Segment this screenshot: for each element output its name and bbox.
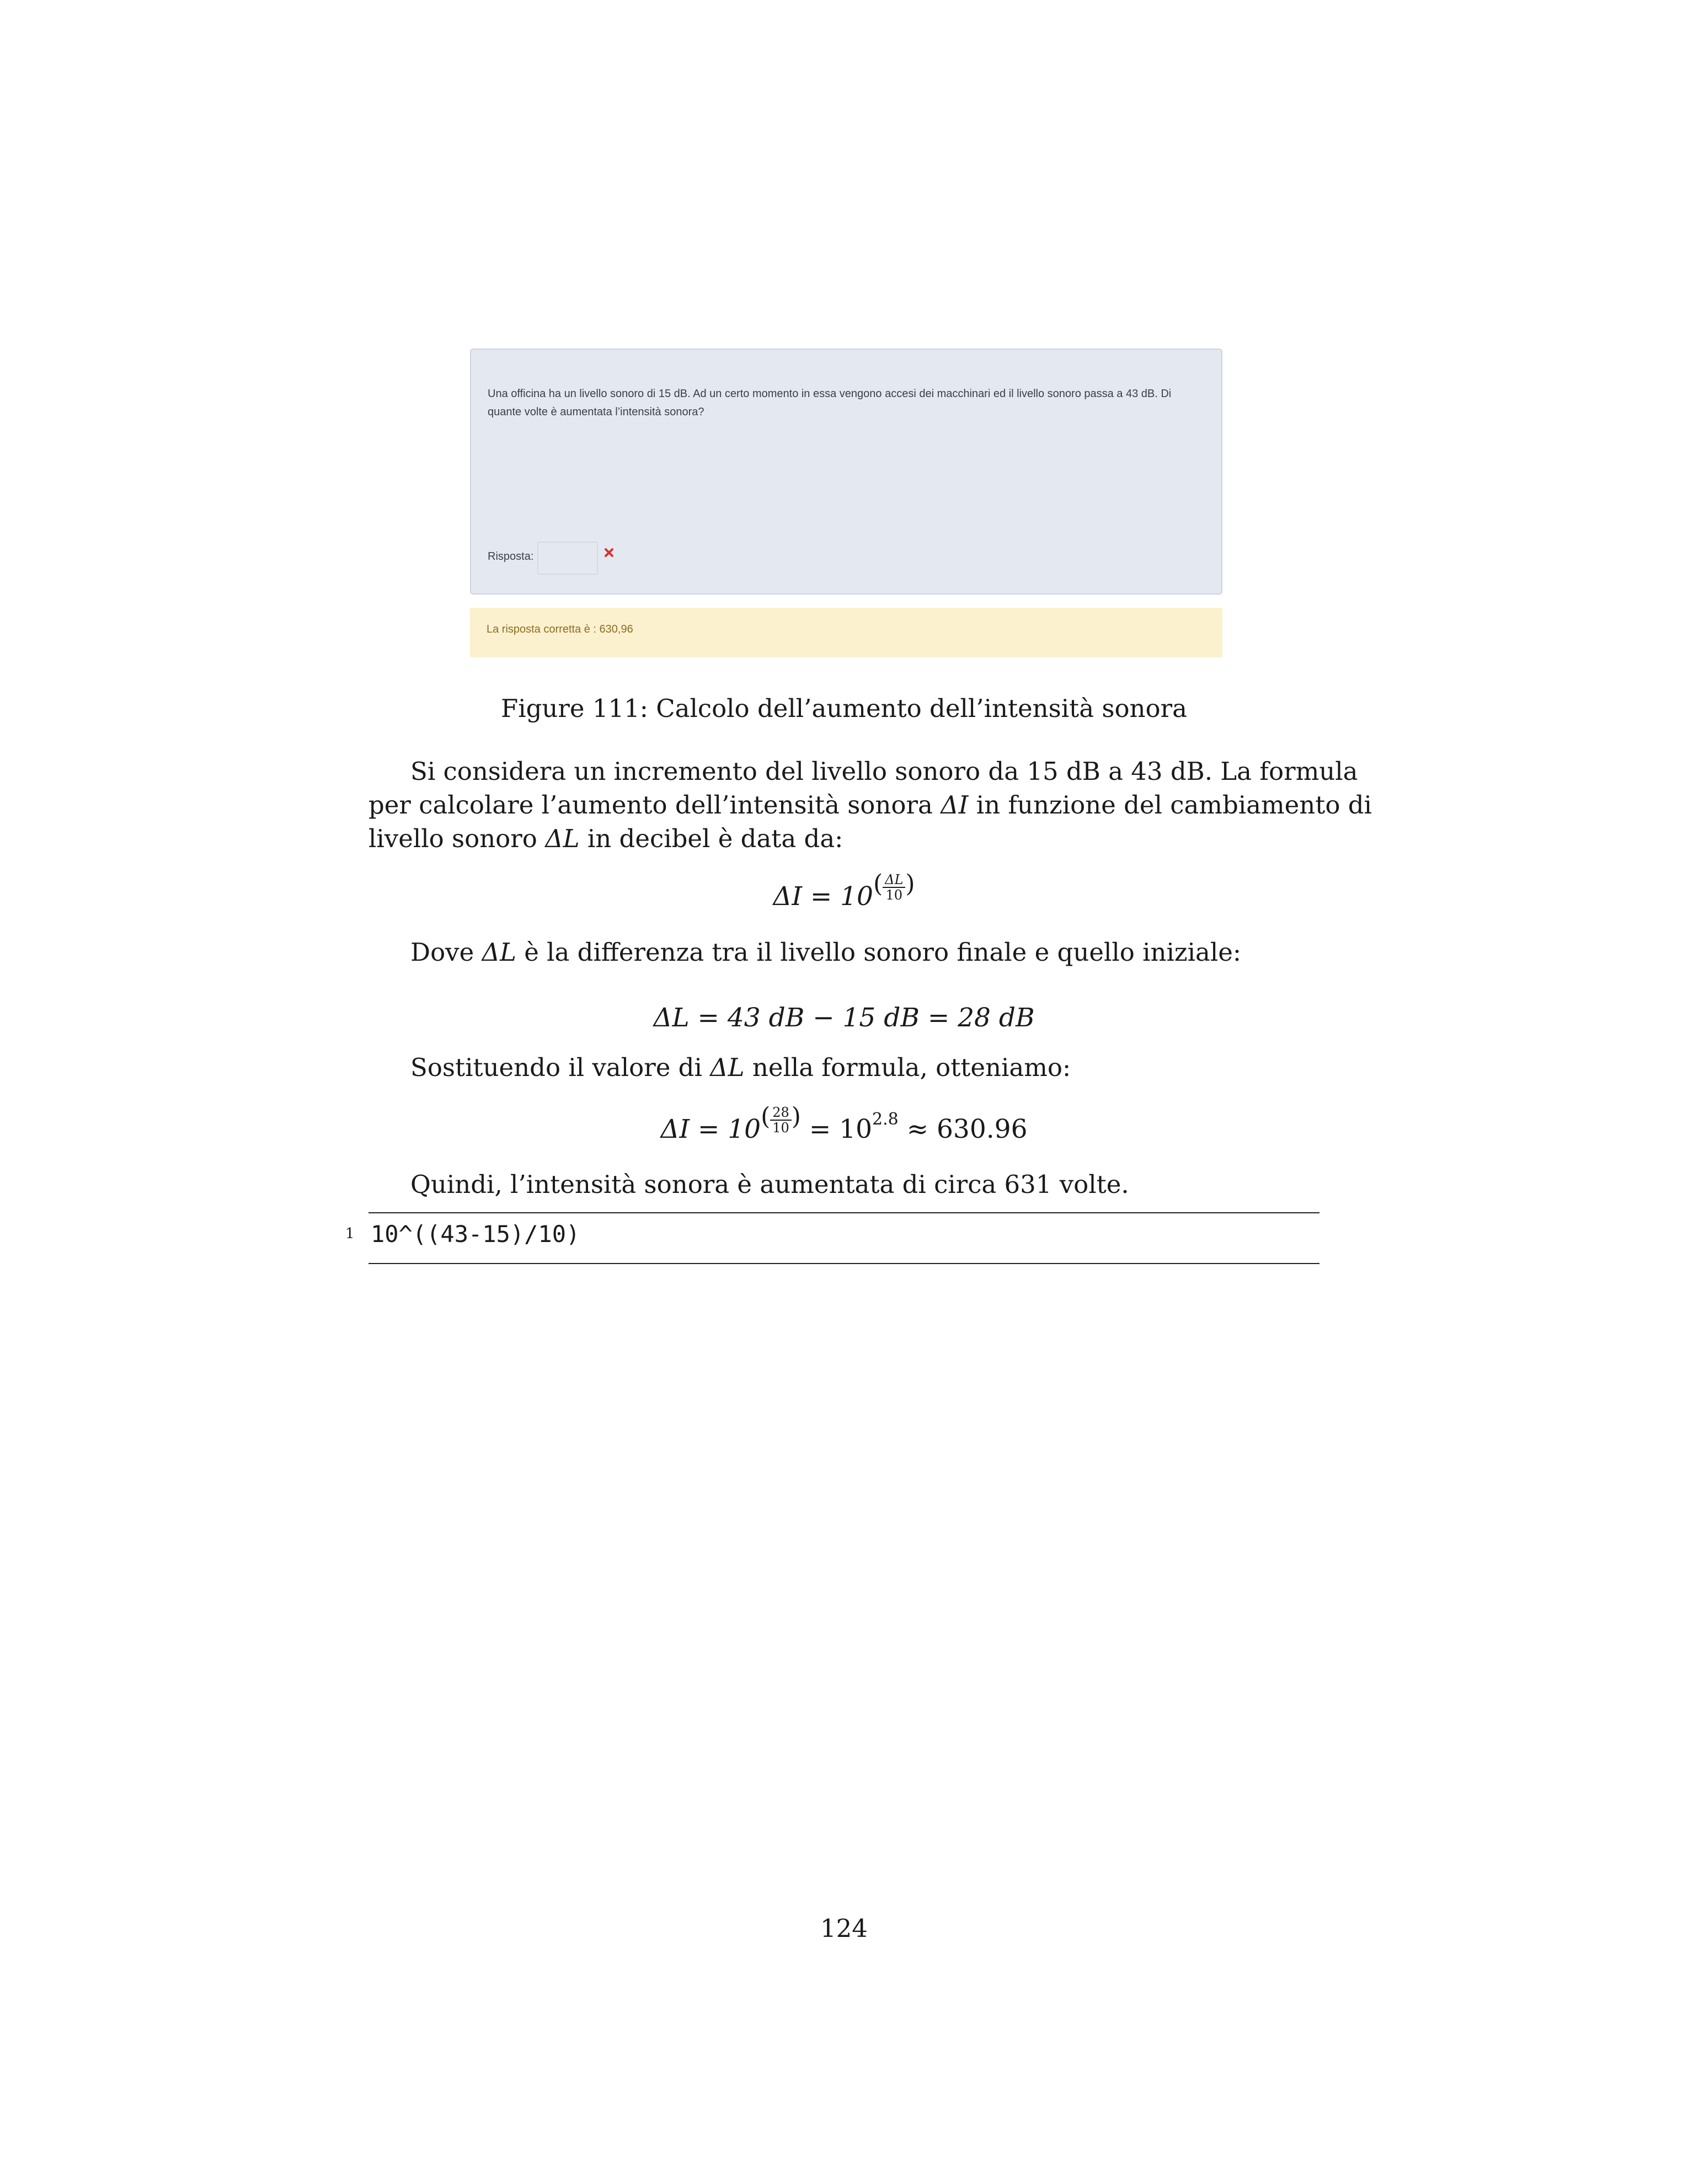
intro-line-2 [368,788,1372,822]
difference-sentence [410,938,1241,967]
eq1-numerator: ΔL [883,872,905,888]
delta-l-symbol: ΔL [545,824,580,853]
page-number: 124 [820,1914,868,1943]
delta-i-symbol: ΔI [941,790,969,820]
intro-paragraph [368,754,1372,855]
eq3-middle: = 10 [800,1114,873,1144]
eq3-numerator: 28 [770,1105,792,1121]
delta-l-symbol: ΔL [482,938,516,967]
eq1-lhs: ΔI = 10 [773,881,873,912]
code-top-rule [368,1212,1320,1213]
answer-input[interactable] [537,542,598,575]
intro-line-3-end: in decibel è data da: [579,824,843,853]
substitution-sentence [410,1053,1071,1082]
delta-l-symbol: ΔL [710,1053,745,1082]
correct-answer-text: La risposta corretta è : 630,96 [487,623,633,635]
eq3-rhs: ≈ 630.96 [898,1114,1028,1144]
wrong-cross-icon [601,545,617,560]
eq3-lhs: ΔI = 10 [660,1114,761,1144]
equation-delta-l: ΔL = 43 dB − 15 dB = 28 dB [653,1003,1035,1033]
intro-line-1: Si considera un incremento del livello sonoro da 15 dB a 43 dB. La formula [410,757,1358,786]
equation-result: $\Delta I = 10^{( \frac{28}{10} )} = 10^{2.8} \approx 630.96$ [660,1102,1028,1144]
correct-answer-feedback [470,608,1222,657]
intro-line-3-start: livello sonoro [368,824,546,853]
quiz-question-text: Una officina ha un livello sonoro di 15 dB. Ad un certo momento in essa vengono accesi dei macchinari ed il livello sonoro passa a 43 dB. Di quante volte è aumentata l’intensità sonora? [488,388,1172,418]
code-line-number: 1 [345,1225,355,1242]
conclusion-sentence: Quindi, l’intensità sonora è aumentata di circa 631 volte. [410,1170,1129,1199]
quiz-question-panel [470,349,1222,595]
difference-sentence-end: è la differenza tra il livello sonoro finale e quello iniziale: [516,938,1242,967]
answer-label: Risposta: [488,550,534,563]
eq1-denominator: 10 [885,887,903,903]
intro-line-3 [368,822,1320,855]
substitution-sentence-start: Sostituendo il valore di [410,1053,711,1082]
code-line: 10^((43-15)/10) [371,1221,580,1248]
substitution-sentence-end: nella formula, otteniamo: [744,1053,1071,1082]
intro-line-2-end: in funzione del cambiamento di [968,790,1372,820]
eq3-exponent: 2.8 [872,1110,899,1129]
equation-intensity-formula: $\Delta I = 10^{( \frac{\Delta L}{10} )}$ [773,870,915,912]
eq3-denominator: 10 [772,1120,789,1136]
difference-sentence-start: Dove [410,938,482,967]
intro-line-2-start: per calcolare l’aumento dell’intensità sonora [368,790,941,820]
figure-caption: Figure 111: Calcolo dell’aumento dell’intensità sonora [501,694,1187,723]
code-bottom-rule [368,1263,1320,1264]
